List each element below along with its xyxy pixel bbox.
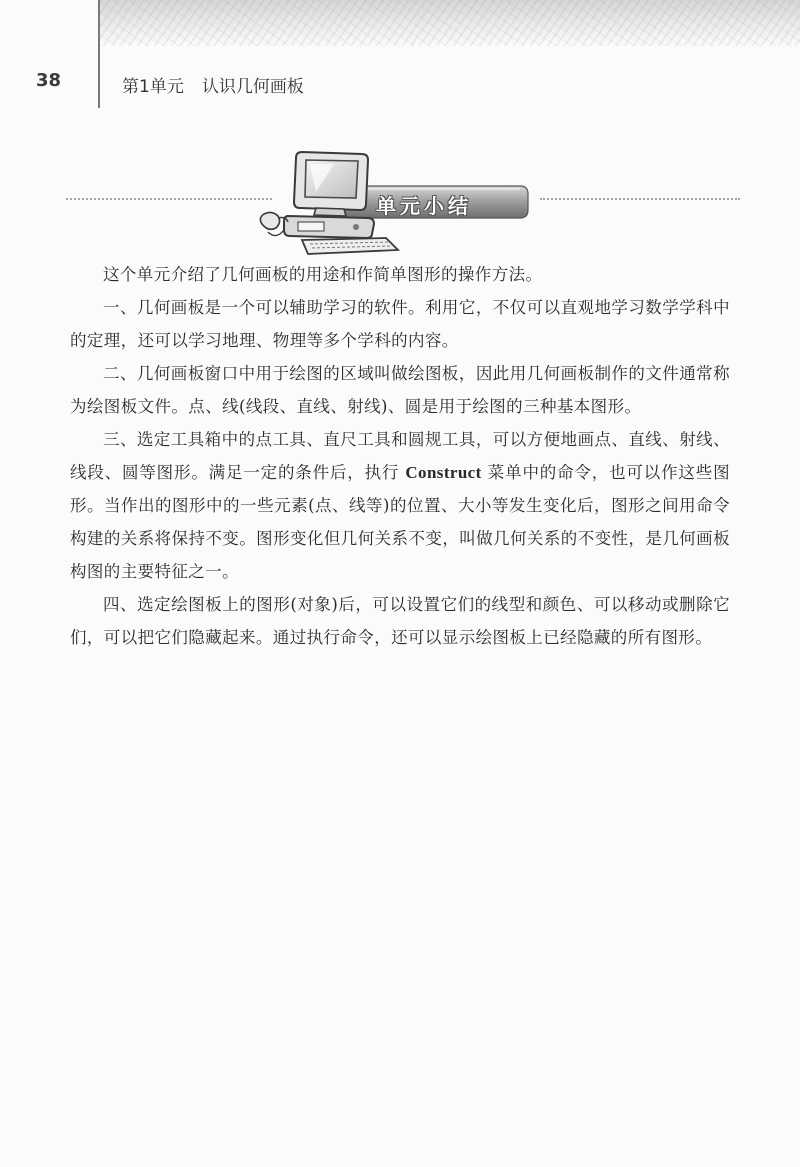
header-texture xyxy=(100,0,800,46)
dotted-rule-right xyxy=(540,198,740,200)
paragraph-3-part-2: 菜单中的命令，也可以作这些图形。当作出的图形中的一些元素(点、线等)的位置、大小等发生变化后，图形之间用命令构建的关系将保持不变。图形变化但几何关系不变，叫做几何关系的不变性，是几何画板构图的主要特征之一。 xyxy=(70,463,730,581)
chapter-title xyxy=(122,72,304,97)
header-divider xyxy=(98,0,100,108)
unit-summary-badge xyxy=(258,146,538,256)
paragraph-3 xyxy=(70,423,730,588)
page-number: 38 xyxy=(36,70,62,91)
unit-summary-title: 单元小结 xyxy=(376,194,472,218)
construct-menu-keyword: Construct xyxy=(405,463,482,482)
unit-label: 第1单元 xyxy=(122,77,184,97)
unit-title: 认识几何画板 xyxy=(201,77,304,97)
paragraph-1: 一、几何画板是一个可以辅助学习的软件。利用它，不仅可以直观地学习数学学科中的定理，还可以学习地理、物理等多个学科的内容。 xyxy=(70,298,730,350)
paragraph-2: 二、几何画板窗口中用于绘图的区域叫做绘图板，因此用几何画板制作的文件通常称为绘图板文件。点、线(线段、直线、射线)、圆是用于绘图的三种基本图形。 xyxy=(70,364,730,416)
summary-body xyxy=(70,258,730,654)
dotted-rule-left xyxy=(66,198,272,200)
paragraph-intro: 这个单元介绍了几何画板的用途和作简单图形的操作方法。 xyxy=(103,265,543,284)
paragraph-4: 四、选定绘图板上的图形(对象)后，可以设置它们的线型和颜色、可以移动或删除它们，可以把它们隐藏起来。通过执行命令，还可以显示绘图板上已经隐藏的所有图形。 xyxy=(70,595,730,647)
paragraph-3-part-1: 三、选定工具箱中的点工具、直尺工具和圆规工具，可以方便地画点、直线、射线、线段、圆等图形。满足一定的条件后，执行 xyxy=(70,430,730,482)
